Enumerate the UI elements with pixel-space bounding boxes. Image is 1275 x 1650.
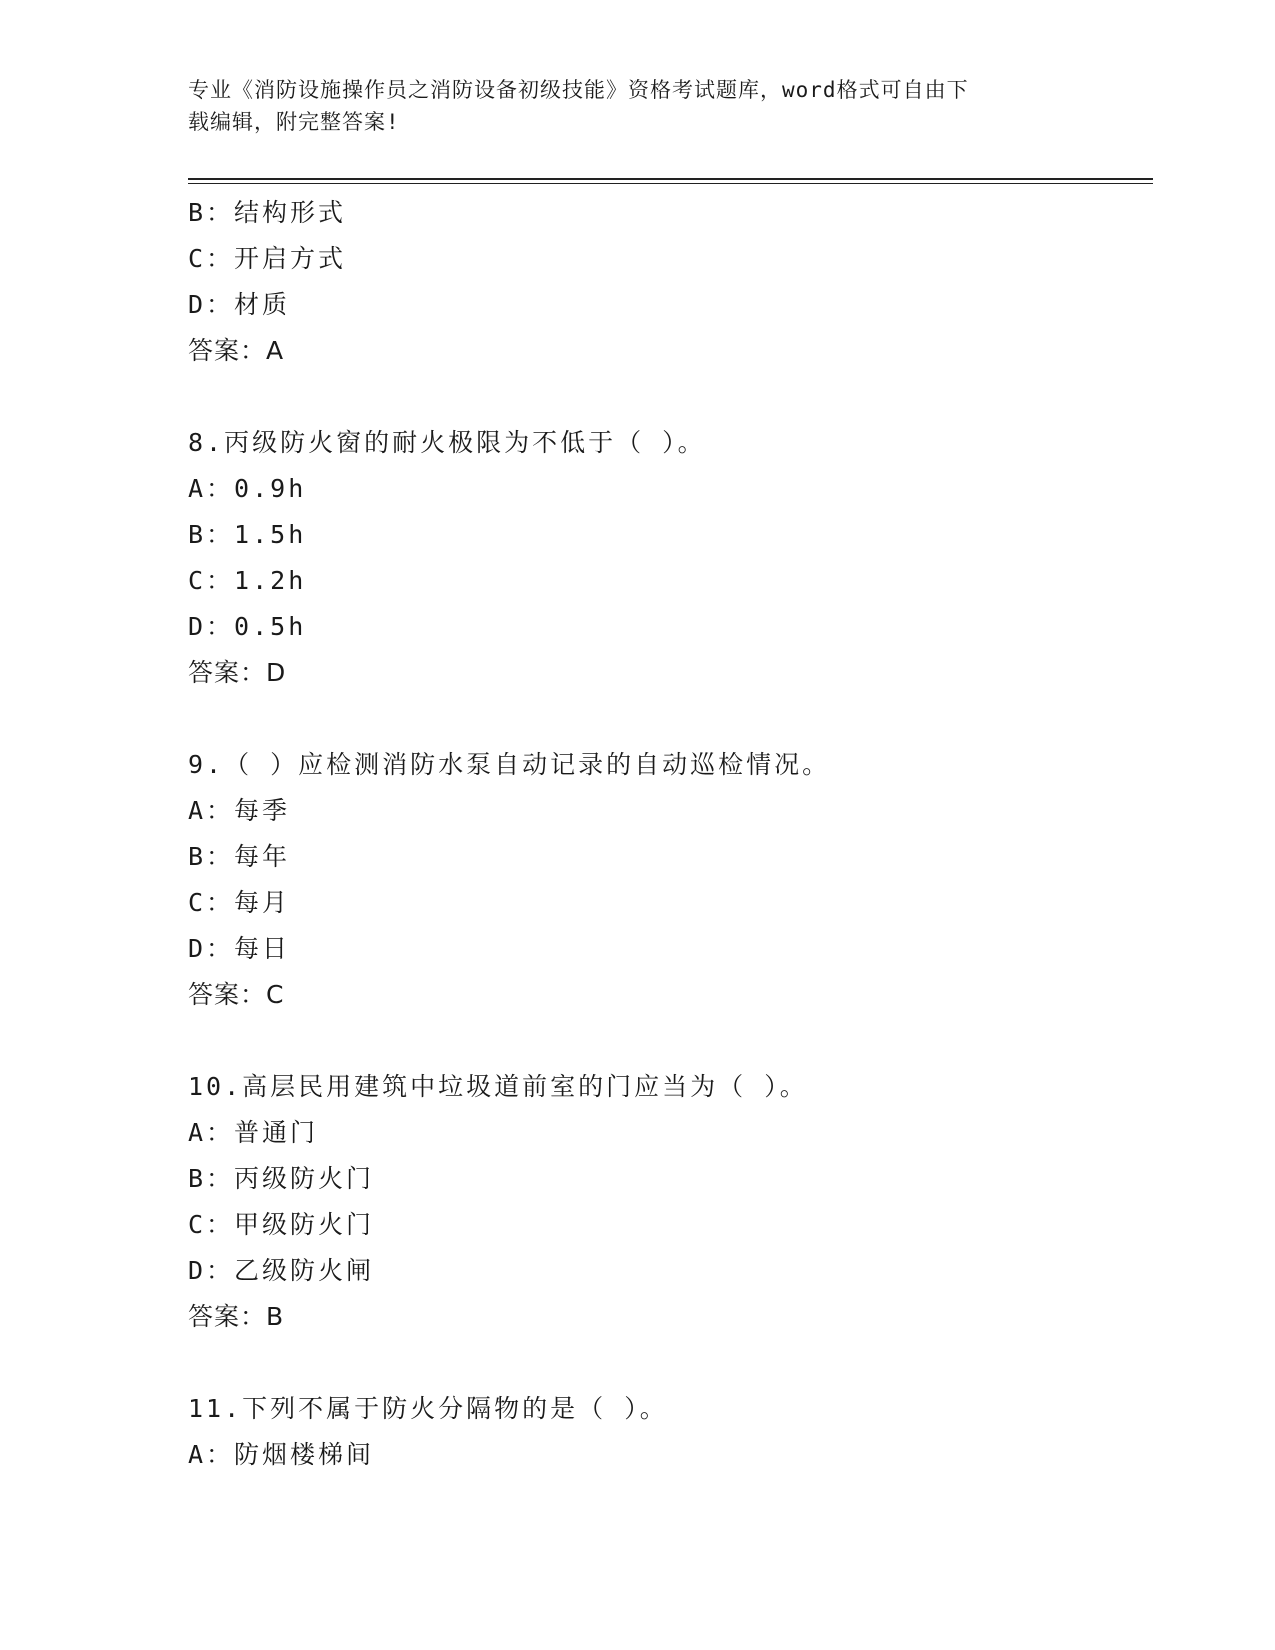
answer-label: 答案：C <box>188 980 285 1009</box>
option-b: B：结构形式 <box>188 198 347 227</box>
question-block-10 <box>188 1064 1153 1340</box>
header-divider-thin <box>188 183 1153 184</box>
option-a: A：防烟楼梯间 <box>188 1440 375 1469</box>
question-block-8 <box>188 420 1153 696</box>
option-d: D：每日 <box>188 934 291 963</box>
question-block-9 <box>188 742 1153 1018</box>
header-line-2: 载编辑，附完整答案! <box>188 110 400 134</box>
question-list <box>188 190 1153 1478</box>
option-a: A：0.9h <box>188 474 307 503</box>
option-a: A：每季 <box>188 796 291 825</box>
answer-label: 答案：B <box>188 1302 285 1331</box>
document-header <box>188 74 1068 138</box>
option-d: D：材质 <box>188 290 291 319</box>
option-d: D：0.5h <box>188 612 307 641</box>
option-c: C：1.2h <box>188 566 307 595</box>
answer-label: 答案：D <box>188 658 287 687</box>
option-a: A：普通门 <box>188 1118 319 1147</box>
header-line-1: 专业《消防设施操作员之消防设备初级技能》资格考试题库，word格式可自由下 <box>188 78 969 102</box>
option-b: B：1.5h <box>188 520 307 549</box>
question-text: 10.高层民用建筑中垃圾道前室的门应当为（ ）。 <box>188 1072 808 1101</box>
option-c: C：开启方式 <box>188 244 347 273</box>
question-text: 9.（ ）应检测消防水泵自动记录的自动巡检情况。 <box>188 750 831 779</box>
option-b: B：每年 <box>188 842 291 871</box>
option-c: C：每月 <box>188 888 291 917</box>
question-block-7 <box>188 190 1153 374</box>
question-block-11 <box>188 1386 1153 1478</box>
answer-label: 答案：A <box>188 336 285 365</box>
question-text: 8.丙级防火窗的耐火极限为不低于（ ）。 <box>188 428 706 457</box>
option-c: C：甲级防火门 <box>188 1210 375 1239</box>
option-d: D：乙级防火闸 <box>188 1256 375 1285</box>
question-text: 11.下列不属于防火分隔物的是（ ）。 <box>188 1394 668 1423</box>
option-b: B：丙级防火门 <box>188 1164 375 1193</box>
header-divider-thick <box>188 178 1153 180</box>
